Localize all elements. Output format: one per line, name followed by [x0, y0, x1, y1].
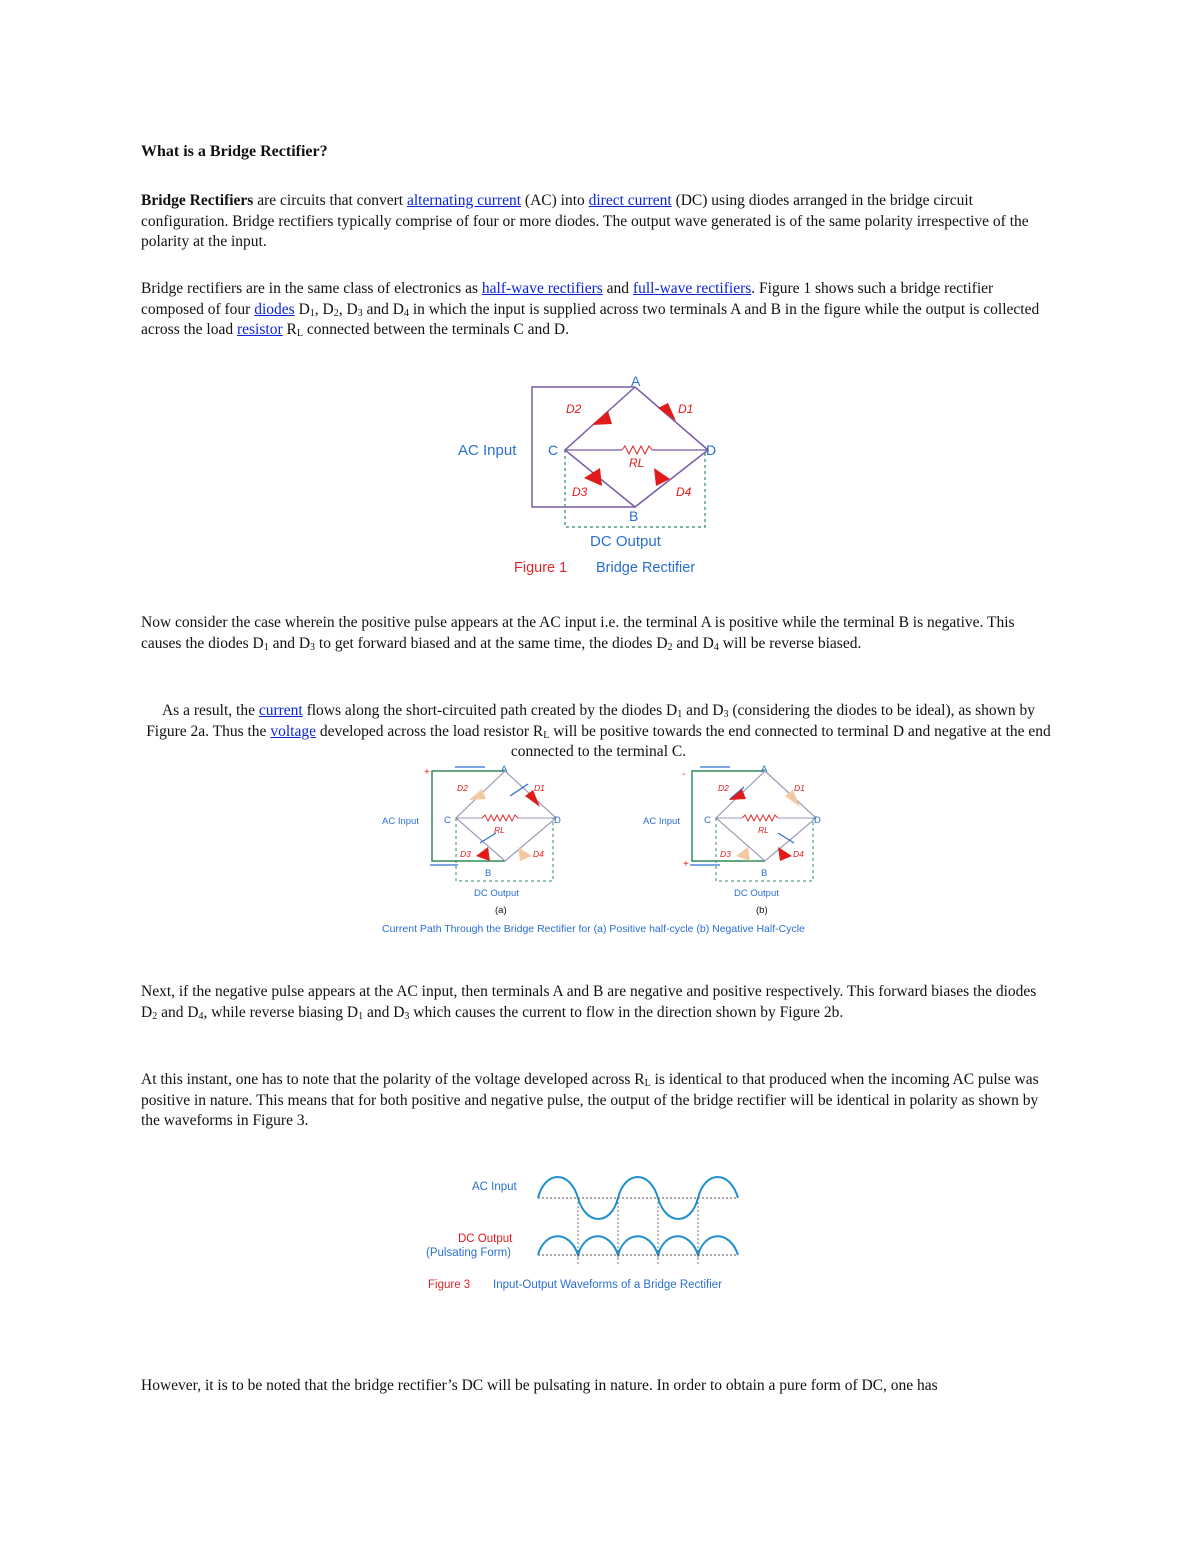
figure-3-caption-number: Figure 3	[428, 1279, 471, 1291]
figure-2-current-paths	[370, 763, 890, 943]
figure-2a-positive-half-cycle	[382, 764, 561, 916]
text: developed across the load resistor R	[315, 722, 544, 740]
link-half-wave-rectifiers[interactable]: half-wave rectifiers	[481, 280, 603, 297]
link-direct-current[interactable]: direct current	[588, 192, 672, 209]
text: and D	[363, 1003, 405, 1021]
diode-d2-icon	[592, 411, 612, 425]
paragraph-negative-pulse	[141, 982, 1056, 1023]
page-title: What is a Bridge Rectifier?	[141, 143, 328, 160]
fig2b-d4: D4	[793, 849, 804, 859]
subscript: 3	[310, 641, 316, 653]
link-current[interactable]: current	[258, 702, 303, 719]
subscript: 4	[404, 307, 409, 319]
subscript: 1	[358, 1010, 364, 1022]
fig2a-plus: +	[424, 767, 430, 778]
subscript: 2	[333, 307, 339, 319]
text: to get forward biased and at the same time, the diodes D	[315, 634, 668, 652]
subscript: L	[296, 328, 303, 339]
fig2a-terminal-a: A	[501, 764, 508, 775]
text: (AC) into	[521, 192, 589, 209]
subscript: 4	[713, 641, 719, 653]
text: At this instant, one has to note that the polarity of the voltage developed across R	[141, 1071, 645, 1088]
ac-input-label: AC Input	[458, 442, 517, 459]
subscript: 1	[309, 307, 315, 319]
fig2b-ac-input: AC Input	[643, 816, 680, 827]
text: Now consider the case wherein the positive pulse appears at the AC input i.e. the terminal A is positive while the terminal B is negative. This causes the diodes D	[141, 614, 1015, 652]
subscript: 2	[667, 641, 673, 653]
text: and D	[362, 300, 404, 318]
fig2a-ac-input: AC Input	[382, 816, 419, 827]
rl-label: RL	[629, 456, 645, 470]
paragraph-bridge-class	[141, 279, 1056, 341]
fig2b-terminal-b: B	[761, 868, 768, 879]
paragraph-current-path	[141, 701, 1056, 763]
text: flows along the short-circuited path created by the diodes D	[302, 702, 678, 719]
fig2b-plus: +	[683, 859, 689, 870]
text: . Figure 1 shows such a bridge rectifier composed of four	[141, 280, 994, 318]
text: As a result, the	[161, 702, 259, 719]
paragraph-polarity	[141, 1070, 1056, 1132]
terminal-b-label: B	[629, 508, 639, 524]
fig2b-d3: D3	[720, 849, 731, 859]
text: connected between the terminals C and D.	[302, 321, 569, 338]
subscript: 1	[677, 709, 683, 720]
text: and D	[672, 634, 714, 652]
text: , D	[338, 300, 358, 318]
subscript: 3	[723, 709, 729, 720]
diode-d1-icon	[658, 403, 676, 421]
link-resistor[interactable]: resistor	[236, 321, 283, 338]
fig2a-dc-output: DC Output	[474, 888, 519, 899]
d2-label: D2	[566, 402, 582, 416]
paragraph-positive-pulse	[141, 613, 1056, 654]
fig2a-subcaption: (a)	[495, 905, 507, 916]
figure-2-caption: Current Path Through the Bridge Rectifier for (a) Positive half-cycle (b) Negative Half-Cycle	[382, 923, 805, 935]
text: , while reverse biasing D	[203, 1003, 359, 1021]
text: which causes the current to flow in the direction shown by Figure 2b.	[409, 1003, 844, 1021]
subscript: 3	[404, 1010, 410, 1022]
subscript: 3	[357, 307, 363, 319]
fig2a-d2: D2	[457, 783, 468, 793]
fig2b-subcaption: (b)	[756, 905, 768, 916]
link-alternating-current[interactable]: alternating current	[406, 192, 522, 209]
d1-label: D1	[678, 402, 694, 416]
subscript: L	[543, 729, 550, 741]
text: Bridge rectifiers are in the same class of electronics as	[141, 280, 482, 297]
text: are circuits that convert	[253, 192, 407, 209]
link-full-wave-rectifiers[interactable]: full-wave rectifiers	[632, 280, 752, 297]
paragraph-intro	[141, 191, 1056, 253]
resistor-zigzag	[622, 446, 652, 454]
text: (DC) using diodes arranged in the bridge circuit configuration. Bridge rectifiers typically comprise of four or more diodes. The output wave generated is of the same polarity irrespective of the polarity at the input.	[141, 192, 1029, 250]
fig2b-d1: D1	[794, 783, 805, 793]
subscript: 2	[152, 1010, 158, 1022]
fig3-dc-output-label: DC Output	[458, 1233, 513, 1245]
fig2b-terminal-c: C	[704, 815, 711, 826]
terminal-c-label: C	[548, 442, 559, 458]
d4-label: D4	[676, 485, 692, 499]
text: and D	[157, 1003, 199, 1021]
fig2a-terminal-c: C	[444, 815, 451, 826]
figure-3-waveforms	[420, 1165, 790, 1300]
fig2b-dc-output: DC Output	[734, 888, 779, 899]
fig2b-d2: D2	[718, 783, 729, 793]
paragraph-pulsating-dc: However, it is to be noted that the bridge rectifier’s DC will be pulsating in nature. In order to obtain a pure form of DC, one has	[141, 1377, 938, 1394]
fig2b-terminal-a: A	[761, 764, 768, 775]
text: will be reverse biased.	[718, 634, 862, 652]
diode-d4-icon	[654, 468, 670, 486]
dc-pulsating-wave	[538, 1236, 738, 1255]
subscript: L	[644, 1078, 651, 1089]
diode-d3-icon	[584, 468, 602, 486]
text: Next, if the negative pulse appears at the AC input, then terminals A and B are negative and positive respectively. This forward biases the diodes D	[141, 983, 1037, 1021]
text: (considering the diodes to be ideal), as shown by Figure 2a. Thus the	[146, 702, 1036, 740]
text: , D	[314, 300, 334, 318]
fig2b-terminal-d: D	[814, 815, 821, 826]
subscript: 4	[198, 1010, 204, 1022]
text: will be positive towards the end connected to terminal D and negative at the end connected to the terminal C.	[510, 722, 1051, 760]
fig3-ac-input-label: AC Input	[472, 1181, 517, 1193]
dc-output-label: DC Output	[590, 533, 661, 550]
text: and D	[268, 634, 311, 652]
figure-1-caption-text: Bridge Rectifier	[596, 560, 696, 576]
fig2b-rl: RL	[758, 825, 769, 835]
link-diodes[interactable]: diodes	[254, 300, 295, 318]
text: is identical to that produced when the incoming AC pulse was positive in nature. This means that for both positive and negative pulse, the output of the bridge rectifier will be identical in polarity as shown by the waveforms in Figure 3.	[141, 1071, 1039, 1129]
text: and	[602, 280, 633, 297]
text: in which the input is supplied across two terminals A and B in the figure while the output is collected across the load	[141, 300, 1040, 338]
figure-3-caption-text: Input-Output Waveforms of a Bridge Rectifier	[493, 1279, 723, 1291]
fig3-dc-output-sub-label: (Pulsating Form)	[426, 1247, 511, 1259]
terminal-d-label: D	[706, 442, 717, 458]
fig2a-d4: D4	[533, 849, 544, 859]
fig2a-d3: D3	[460, 849, 471, 859]
fig2a-terminal-b: B	[485, 868, 492, 879]
figure-1-bridge-rectifier	[440, 375, 740, 585]
text: D	[294, 300, 310, 318]
fig2a-d1: D1	[534, 783, 545, 793]
text: R	[282, 321, 297, 338]
figure-1-caption-number: Figure 1	[514, 560, 568, 576]
link-voltage[interactable]: voltage	[270, 722, 316, 740]
figure-2b-negative-half-cycle	[643, 764, 821, 916]
fig2a-terminal-d: D	[554, 815, 561, 826]
fig2a-rl: RL	[494, 825, 505, 835]
terminal-a-label: A	[631, 375, 641, 389]
fig2b-minus: -	[682, 769, 686, 780]
d3-label: D3	[572, 485, 588, 499]
subscript: 1	[263, 641, 269, 653]
text: and D	[682, 702, 724, 719]
bold-term: Bridge Rectifiers	[141, 192, 254, 209]
